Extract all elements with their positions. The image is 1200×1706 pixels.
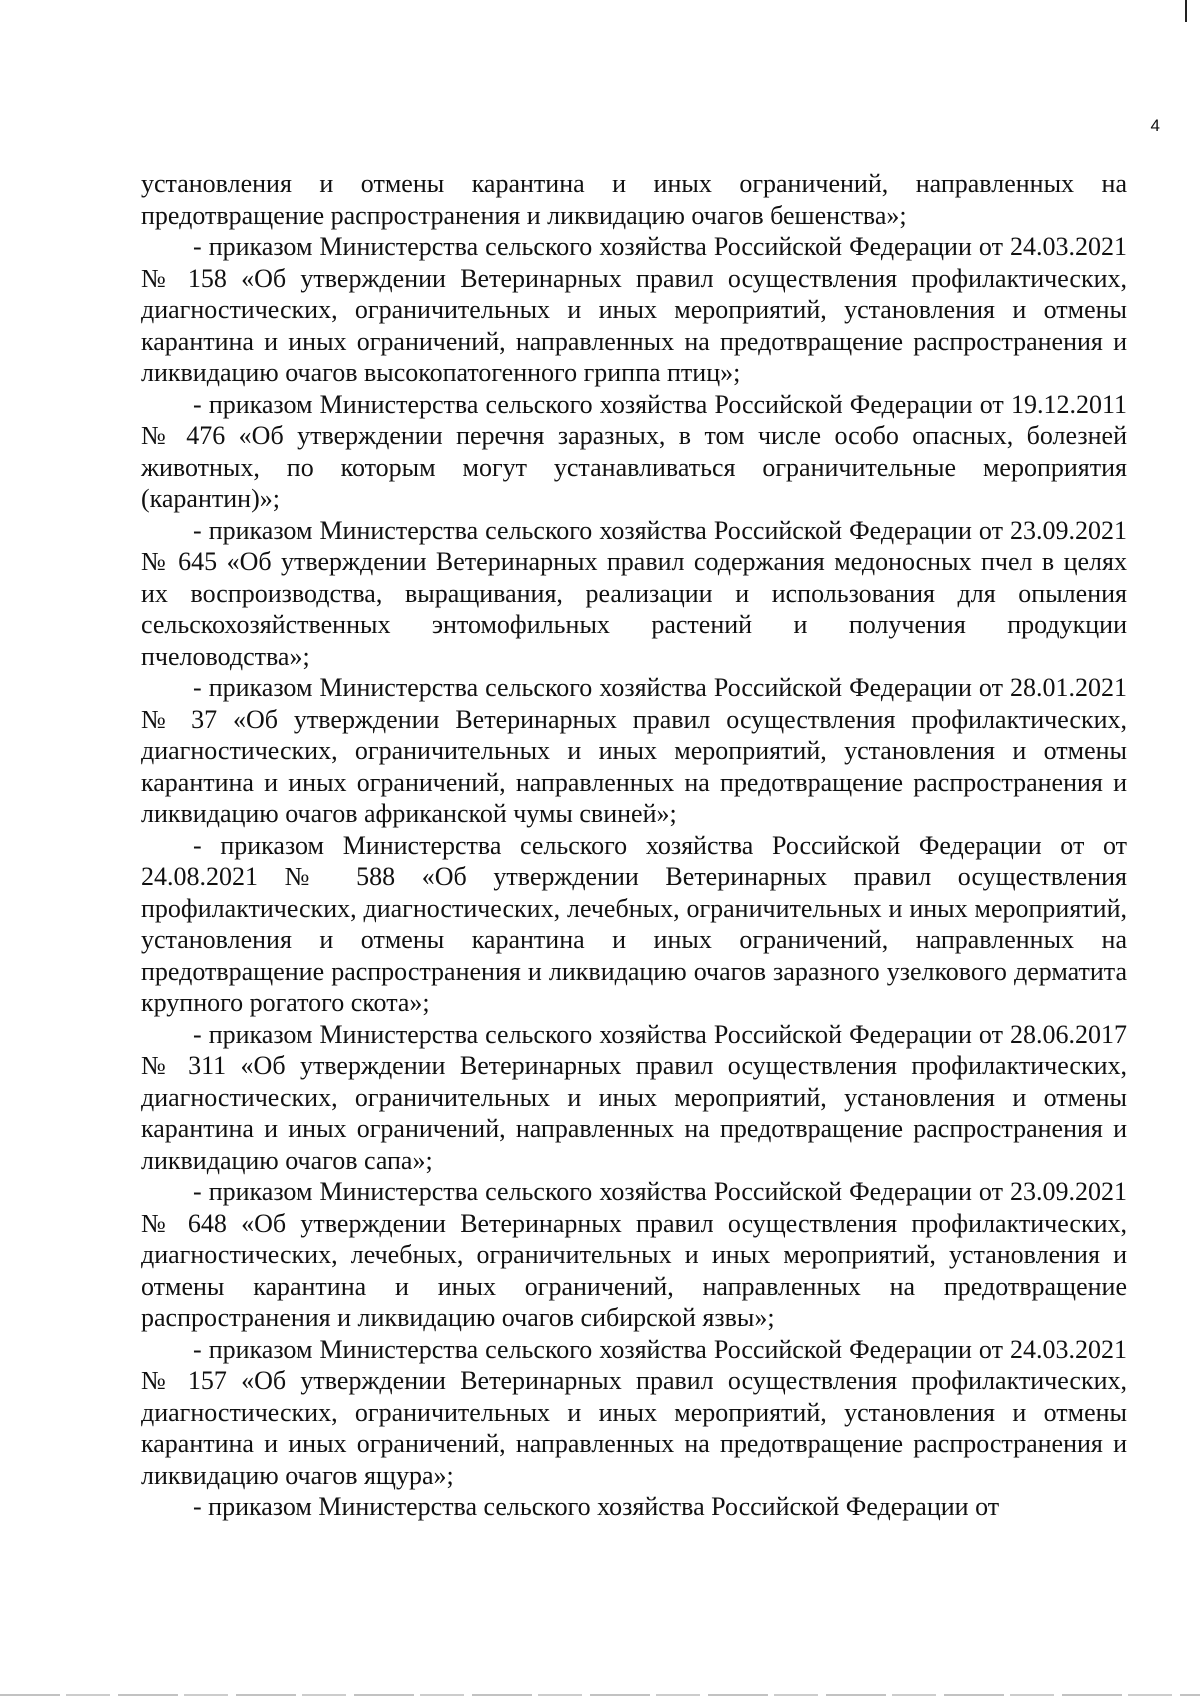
paragraph-order-158: - приказом Министерства сельского хозяйства Российской Федерации от 24.03.2021 № 158 «Об утверждении Ветеринарных правил осуществления профилактических, диагностических, ограничительных и иных мероприятий, установления и отмены карантина и иных ограничений, направленных на предотвращение распространения и ликвидацию очагов высокопатогенного гриппа птиц»;	[141, 232, 1127, 387]
paragraph-order-588: - приказом Министерства сельского хозяйства Российской Федерации от от 24.08.2021 № 588 «Об утверждении Ветеринарных правил осуществления профилактических, диагностических, лечебных, ограничительных и иных мероприятий, установления и отмены карантина и иных ограничений, направленных на предотвращение распространения и ликвидацию очагов заразного узелкового дерматита крупного рогатого скота»;	[141, 830, 1127, 1017]
paragraph-order-645: - приказом Министерства сельского хозяйства Российской Федерации от 23.09.2021 № 645 «Об утверждении Ветеринарных правил содержания медоносных пчел в целях их воспроизводства, выращивания, реализации и использования для опыления сельскохозяйственных энтомофильных растений и получения продукции пчеловодства»;	[141, 515, 1127, 671]
paragraph-order-37: - приказом Министерства сельского хозяйства Российской Федерации от 28.01.2021 № 37 «Об утверждении Ветеринарных правил осуществления профилактических, диагностических, ограничительных и иных мероприятий, установления и отмены карантина и иных ограничений, направленных на предотвращение распространения и ликвидацию очагов африканской чумы свиней»;	[141, 673, 1127, 828]
scan-edge-mark	[1185, 0, 1187, 22]
paragraph-continuation: установления и отмены карантина и иных ограничений, направленных на предотвращение распространения и ликвидацию очагов бешенства»;	[141, 169, 1127, 230]
document-body	[141, 168, 1127, 1523]
paragraph-order-648: - приказом Министерства сельского хозяйства Российской Федерации от 23.09.2021 № 648 «Об утверждении Ветеринарных правил осуществления профилактических, диагностических, лечебных, ограничительных и иных мероприятий, установления и отмены карантина и иных ограничений, направленных на предотвращение распространения и ликвидацию очагов сибирской язвы»;	[141, 1177, 1127, 1332]
paragraph-order-311: - приказом Министерства сельского хозяйства Российской Федерации от 28.06.2017 № 311 «Об утверждении Ветеринарных правил осуществления профилактических, диагностических, ограничительных и иных мероприятий, установления и отмены карантина и иных ограничений, направленных на предотвращение распространения и ликвидацию очагов сапа»;	[141, 1019, 1127, 1175]
paragraph-order-157: - приказом Министерства сельского хозяйства Российской Федерации от 24.03.2021 № 157 «Об утверждении Ветеринарных правил осуществления профилактических, диагностических, ограничительных и иных мероприятий, установления и отмены карантина и иных ограничений, направленных на предотвращение распространения и ликвидацию очагов ящура»;	[141, 1334, 1127, 1490]
scan-bottom-line	[0, 1694, 1200, 1696]
paragraph-order-476: - приказом Министерства сельского хозяйства Российской Федерации от 19.12.2011 № 476 «Об утверждении перечня заразных, в том числе особо опасных, болезней животных, по которым могут устанавливаться ограничительные мероприятия (карантин)»;	[141, 389, 1127, 513]
page-number: 4	[1150, 116, 1160, 135]
paragraph-order-last: - приказом Министерства сельского хозяйства Российской Федерации от	[193, 1492, 1000, 1521]
